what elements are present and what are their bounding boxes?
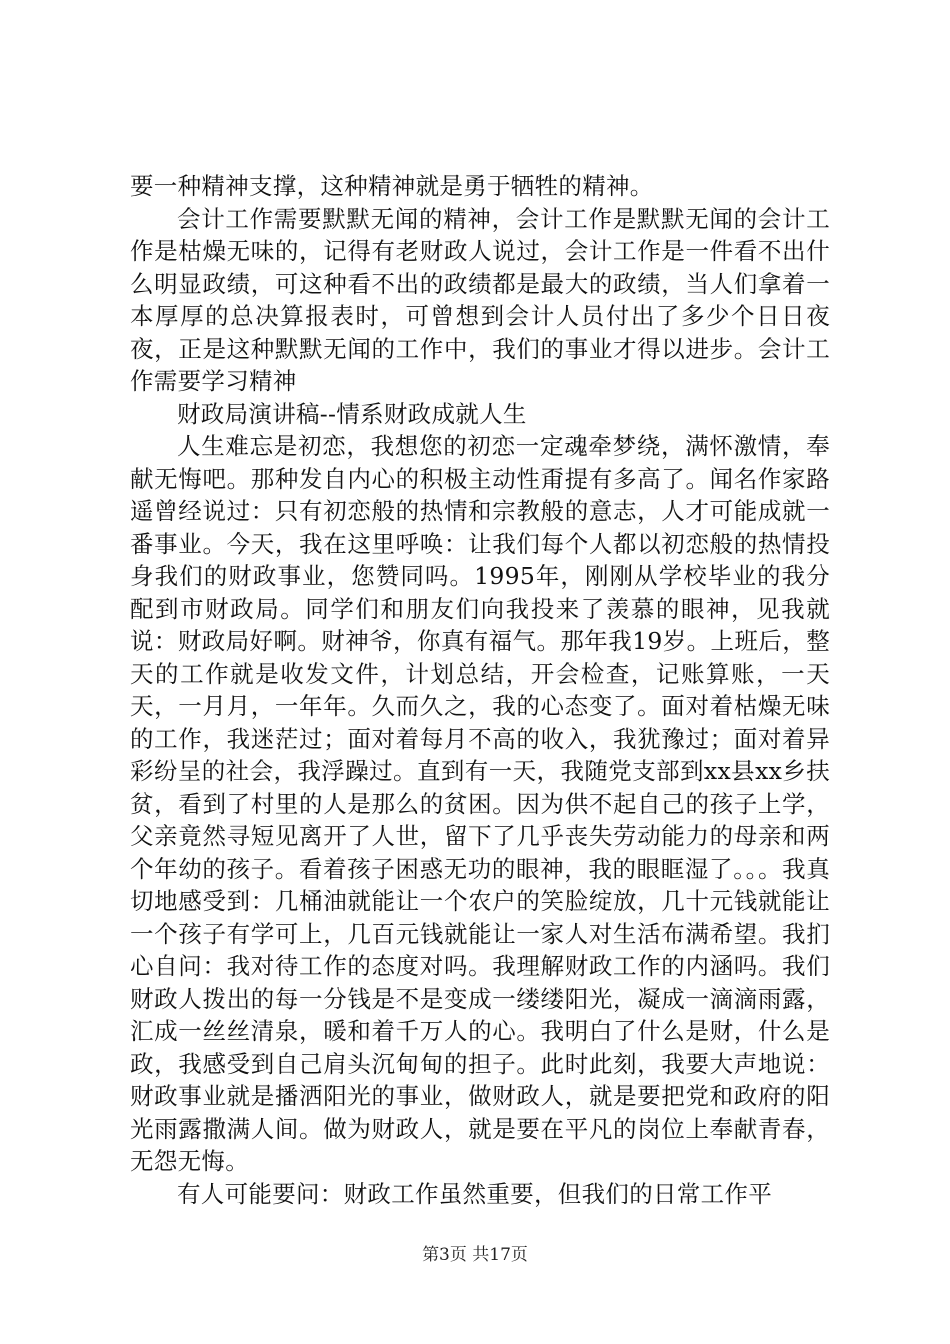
page-number-footer: 第3页 共17页 — [422, 1245, 528, 1265]
paragraph-1: 要一种精神支撑，这种精神就是勇于牺牲的精神。 — [130, 172, 654, 200]
paragraph-4: 人生难忘是初恋，我想您的初恋一定魂牵梦绕，满怀激情，奉献无悔吧。那种发自内心的积极主动性甭提有多高了。闻名作家路遥曾经说过：只有初恋般的热情和宗教般的意志，人才可能成就一番事业。今天，我在这里呼唤：让我们每个人都以初恋般的热情投身我们的财政事业，您赞同吗。1995年，刚刚从学校毕业的我分配到市财政局。同学们和朋友们向我投来了羡慕的眼神，见我就说：财政局好啊。财神爷，你真有福气。那年我19岁。上班后，整天的工作就是收发文件，计划总结，开会检查，记账算账，一天天，一月月，一年年。久而久之，我的心态变了。面对着枯燥无味的工作，我迷茫过；面对着每月不高的收入，我犹豫过；面对着异彩纷呈的社会，我浮躁过。直到有一天，我随党支部到xx县xx乡扶贫，看到了村里的人是那么的贫困。因为供不起自己的孩子上学，父亲竟然寻短见离开了人世，留下了几乎丧失劳动能力的母亲和两个年幼的孩子。看着孩子困惑无功的眼神，我的眼眶湿了。。。我真切地感受到：几桶油就能让一个农户的笑脸绽放，几十元钱就能让一个孩子有学可上，几百元钱就能让一家人对生活布满希望。我扪心自问：我对待工作的态度对吗。我理解财政工作的内涵吗。我们财政人拨出的每一分钱是不是变成一缕缕阳光，凝成一滴滴雨露，汇成一丝丝清泉，暖和着千万人的心。我明白了什么是财，什么是政，我感受到自己肩头沉甸甸的担子。此时此刻，我要大声地说：财政事业就是播洒阳光的事业，做财政人，就是要把党和政府的阳光雨露撒满人间。做为财政人，就是要在平凡的岗位上奉献青春，无怨无悔。 — [130, 432, 830, 1175]
document-body — [130, 170, 830, 1210]
paragraph-2: 会计工作需要默默无闻的精神，会计工作是默默无闻的会计工作是枯燥无味的，记得有老财政人说过，会计工作是一件看不出什么明显政绩，可这种看不出的政绩都是最大的政绩，当人们拿着一本厚厚的总决算报表时，可曾想到会计人员付出了多少个日日夜夜，正是这种默默无闻的工作中，我们的事业才得以进步。会计工作需要学习精神 — [130, 204, 830, 395]
paragraph-5: 有人可能要问：财政工作虽然重要，但我们的日常工作平 — [177, 1179, 772, 1208]
paragraph-3-heading: 财政局演讲稿--情系财政成就人生 — [177, 399, 527, 428]
